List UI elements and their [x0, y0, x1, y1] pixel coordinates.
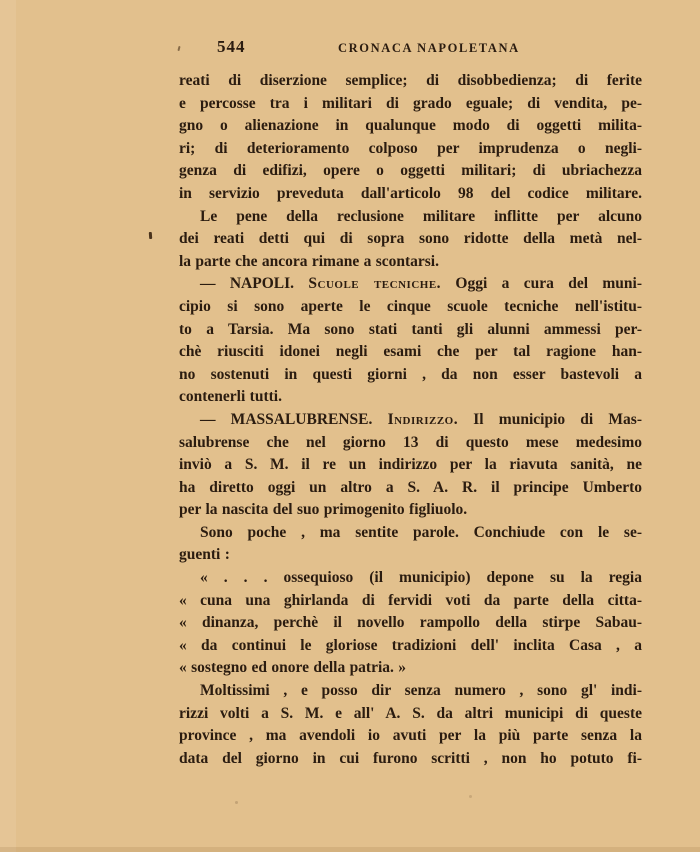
text-segment: — NAPOLI. — [200, 275, 309, 293]
text-segment: salubrense che nel giorno 13 di questo mese medesimo — [179, 433, 642, 451]
text-line — [179, 70, 642, 93]
text-segment: dei reati detti qui di sopra sono ridotte della metà nel- — [179, 230, 642, 248]
ink-speck — [235, 801, 238, 804]
paper-edge-highlight — [0, 0, 16, 852]
text-segment: Il municipio di Mas- — [458, 410, 642, 428]
text-line — [179, 680, 642, 703]
text-line — [179, 635, 642, 658]
text-line — [179, 454, 642, 477]
text-segment: gno o alienazione in qualunque modo di oggetti milita- — [179, 117, 642, 135]
text-line — [179, 590, 642, 613]
text-segment: genza di edifizi, opere o oggetti militari; di ubriachezza — [179, 162, 642, 180]
text-line — [179, 567, 642, 590]
text-line — [179, 499, 642, 522]
text-segment: — MASSALUBRENSE. — [200, 410, 388, 428]
text-segment: per la nascita del suo primogenito figliuolo. — [179, 501, 468, 519]
text-line — [179, 386, 642, 409]
page-number: 544 — [217, 37, 246, 56]
text-segment: reati di diserzione semplice; di disobbedienza; di ferite — [179, 72, 642, 89]
small-caps-text: Scuole tecniche. — [308, 275, 442, 293]
text-line — [179, 612, 642, 635]
text-line — [179, 183, 642, 206]
text-segment: data del giorno in cui furono scritti , non ho potuto fi- — [179, 749, 642, 767]
text-segment: province , ma avendoli io avuti per la più parte senza la — [179, 727, 642, 745]
text-line — [179, 544, 642, 567]
text-line — [179, 432, 642, 455]
page-text-column — [179, 70, 642, 770]
text-line — [179, 657, 642, 680]
text-line — [179, 228, 642, 251]
text-segment: « da continui le gloriose tradizioni dell' inclita Casa , a — [179, 636, 642, 654]
text-segment: Sono poche , ma sentite parole. Conchiude con le se- — [200, 523, 642, 541]
text-line — [179, 725, 642, 748]
text-line — [179, 93, 642, 116]
text-segment: cipio si sono aperte le cinque scuole tecniche nell'istitu- — [179, 297, 642, 315]
text-segment: inviò a S. M. il re un indirizzo per la riavuta sanità, ne — [179, 456, 642, 474]
small-caps-text: Indirizzo. — [387, 410, 459, 428]
text-segment: to a Tarsia. Ma sono stati tanti gli alunni ammessi per- — [179, 320, 642, 338]
text-segment: chè riusciti idonei negli esami che per tal ragione han- — [179, 343, 642, 361]
text-segment: rizzi volti a S. M. e all' A. S. da altri municipi di queste — [179, 704, 642, 722]
text-line — [179, 319, 642, 342]
text-line — [179, 273, 642, 296]
running-head — [180, 37, 642, 59]
ink-speck — [469, 795, 472, 798]
text-segment: e percosse tra i militari di grado eguale; di vendita, pe- — [179, 94, 642, 112]
text-line — [179, 477, 642, 500]
ink-speck — [149, 232, 152, 239]
text-line — [179, 115, 642, 138]
text-segment: in servizio preveduta dall'articolo 98 del codice militare. — [179, 184, 642, 202]
text-line — [179, 341, 642, 364]
text-segment: ri; di deterioramento colposo per imprudenza o negli- — [179, 139, 642, 157]
text-segment: « sostegno ed onore della patria. » — [179, 659, 407, 677]
text-segment: no sostenuti in questi giorni , da non esser bastevoli a — [179, 365, 642, 383]
text-segment: Moltissimi , e posso dir senza numero , sono gl' indi- — [200, 682, 642, 700]
text-line — [179, 703, 642, 726]
text-segment: « cuna una ghirlanda di fervidi voti da parte della citta- — [179, 591, 642, 609]
text-line — [179, 522, 642, 545]
text-segment: « . . . ossequioso (il municipio) depone su la regia — [200, 569, 642, 587]
paper-edge-shadow — [0, 847, 700, 852]
text-line — [179, 251, 642, 274]
text-segment: « dinanza, perchè il novello rampollo della stirpe Sabau- — [179, 614, 642, 632]
text-segment: Oggi a cura del muni- — [441, 275, 642, 293]
text-segment: ha diretto oggi un altro a S. A. R. il principe Umberto — [179, 478, 642, 496]
text-line — [179, 160, 642, 183]
running-title: CRONACA NAPOLETANA — [338, 41, 520, 55]
text-line — [179, 206, 642, 229]
text-line — [179, 748, 642, 771]
text-line — [179, 138, 642, 161]
text-segment: guenti : — [179, 546, 230, 564]
text-segment: Le pene della reclusione militare inflitte per alcuno — [200, 207, 642, 225]
text-line — [179, 409, 642, 432]
text-line — [179, 296, 642, 319]
text-line — [179, 364, 642, 387]
text-segment: la parte che ancora rimane a scontarsi. — [179, 252, 439, 270]
text-segment: contenerli tutti. — [179, 388, 282, 406]
